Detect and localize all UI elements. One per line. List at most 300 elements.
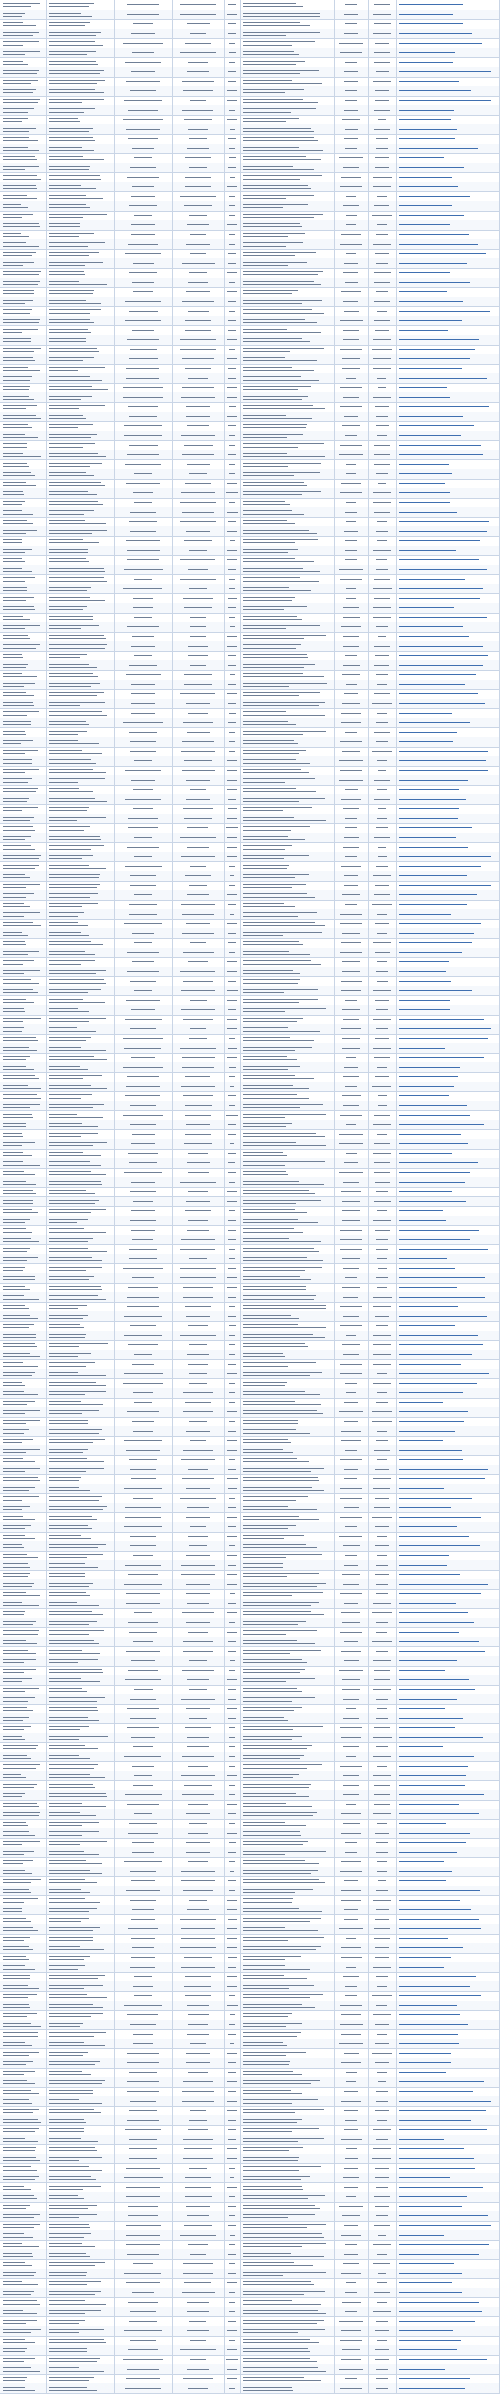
table-cell (334, 1637, 369, 1647)
table-cell (334, 1331, 369, 1341)
cell-text-line (376, 1028, 388, 1029)
table-cell (114, 1417, 173, 1427)
table-cell (0, 1991, 47, 2001)
table-cell (396, 2068, 500, 2078)
table-cell (224, 297, 241, 307)
cell-text-line (399, 665, 483, 666)
cell-text-line (243, 175, 322, 176)
cell-text-line (132, 282, 154, 283)
cell-text-line (346, 215, 357, 216)
cell-text-line (339, 2043, 363, 2044)
cell-text-line (3, 676, 37, 677)
cell-text-line (3, 309, 32, 310)
cell-text-line (3, 2013, 37, 2014)
table-cell (172, 1943, 225, 1953)
table-cell (114, 708, 173, 718)
table-cell (172, 268, 225, 278)
cell-text-line (3, 1228, 26, 1229)
table-cell (396, 708, 500, 718)
cell-text-line (181, 990, 215, 991)
cell-text-line (399, 607, 454, 608)
table-cell (0, 613, 47, 623)
table-cell (368, 584, 397, 594)
cell-text-line (376, 1852, 388, 1853)
cell-text-line (399, 961, 449, 962)
cell-text-line (346, 1804, 357, 1805)
table-cell (46, 134, 115, 144)
table-cell (368, 1752, 397, 1762)
cell-text-line (187, 847, 210, 848)
cell-text-line (376, 827, 388, 828)
table-cell (172, 1685, 225, 1695)
cell-text-line (243, 676, 324, 677)
table-cell (0, 766, 47, 776)
cell-text-line (340, 1364, 362, 1365)
cell-text-line (376, 263, 388, 264)
table-cell (240, 1369, 335, 1379)
table-cell (172, 172, 225, 182)
table-cell (240, 2029, 335, 2039)
table-cell (172, 105, 225, 115)
cell-text-line (399, 100, 491, 101)
table-cell (46, 1417, 115, 1427)
table-cell (240, 1579, 335, 1589)
cell-text-line (3, 1803, 37, 1804)
table-cell (46, 1120, 115, 1130)
table-cell (0, 890, 47, 900)
table-cell (224, 919, 241, 929)
cell-text-line (49, 769, 93, 770)
cell-text-line (399, 1067, 460, 1068)
cell-text-line (373, 1383, 392, 1384)
table-cell (396, 2135, 500, 2145)
table-cell (0, 517, 47, 527)
cell-text-line (377, 981, 388, 982)
cell-text-line (49, 695, 97, 696)
table-cell (172, 2010, 225, 2020)
table-cell (240, 1713, 335, 1723)
cell-text-line (49, 198, 103, 199)
table-cell (46, 680, 115, 690)
cell-text-line (124, 1440, 162, 1441)
cell-text-line (344, 2129, 359, 2130)
cell-text-line (3, 89, 36, 90)
cell-text-line (243, 1573, 319, 1574)
table-cell (396, 2029, 500, 2039)
cell-text-line (377, 961, 387, 962)
table-cell (46, 890, 115, 900)
cell-text-line (243, 2109, 324, 2110)
cell-text-line (399, 1392, 463, 1393)
table-cell (46, 1742, 115, 1752)
cell-text-line (187, 1603, 209, 1604)
cell-text-line (345, 1450, 357, 1451)
cell-text-line (49, 73, 100, 74)
cell-text-line (228, 808, 237, 809)
cell-text-line (377, 196, 387, 197)
cell-text-line (3, 1729, 24, 1730)
table-cell (224, 1216, 241, 1226)
table-cell (172, 1053, 225, 1063)
table-cell (368, 431, 397, 441)
cell-text-line (127, 2091, 160, 2092)
cell-text-line (49, 989, 101, 990)
cell-text-line (3, 1248, 30, 1249)
table-cell (334, 1771, 369, 1781)
table-cell (46, 1216, 115, 1226)
cell-text-line (243, 1248, 314, 1249)
cell-text-line (346, 253, 356, 254)
cell-text-line (49, 1337, 85, 1338)
cell-text-line (345, 732, 357, 733)
table-cell (396, 852, 500, 862)
cell-text-line (243, 2083, 311, 2084)
table-cell (0, 392, 47, 402)
cell-text-line (49, 262, 103, 263)
cell-text-line (243, 549, 298, 550)
cell-text-line (229, 1756, 234, 1757)
cell-text-line (3, 1630, 39, 1631)
table-cell (172, 1225, 225, 1235)
cell-text-line (3, 638, 30, 639)
cell-text-line (49, 711, 102, 712)
table-cell (396, 833, 500, 843)
cell-text-line (129, 272, 157, 273)
cell-text-line (49, 1965, 85, 1966)
cell-text-line (49, 657, 80, 658)
table-cell (0, 1340, 47, 1350)
cell-text-line (130, 1469, 155, 1470)
table-cell (114, 1838, 173, 1848)
table-cell (368, 182, 397, 192)
table-cell (240, 220, 335, 230)
table-cell (396, 287, 500, 297)
cell-text-line (3, 1544, 22, 1545)
cell-text-line (342, 1009, 360, 1010)
table-cell (334, 1723, 369, 1733)
table-cell (368, 1264, 397, 1274)
cell-text-line (131, 33, 156, 34)
cell-text-line (341, 1651, 361, 1652)
cell-text-line (125, 1679, 160, 1680)
cell-text-line (129, 2158, 157, 2159)
table-cell (172, 249, 225, 259)
cell-text-line (130, 751, 157, 752)
table-cell (334, 201, 369, 211)
cell-text-line (3, 1949, 33, 1950)
cell-text-line (243, 1487, 312, 1488)
cell-text-line (3, 1133, 22, 1134)
table-cell (396, 105, 500, 115)
cell-text-line (49, 25, 85, 26)
cell-text-line (373, 397, 391, 398)
cell-text-line (49, 1784, 93, 1785)
cell-text-line (375, 157, 388, 158)
table-cell (114, 10, 173, 20)
cell-text-line (243, 1889, 313, 1890)
table-cell (224, 2058, 241, 2068)
table-cell (240, 938, 335, 948)
table-cell (172, 1886, 225, 1896)
cell-text-line (243, 1662, 307, 1663)
cell-text-line (188, 1172, 209, 1173)
table-cell (334, 555, 369, 565)
cell-text-line (375, 1574, 389, 1575)
cell-text-line (229, 234, 235, 235)
table-cell (224, 775, 241, 785)
table-cell (0, 938, 47, 948)
table-cell (368, 603, 397, 613)
cell-text-line (374, 110, 390, 111)
cell-text-line (243, 1449, 283, 1450)
table-cell (46, 1771, 115, 1781)
table-cell (172, 1934, 225, 1944)
table-cell (224, 660, 241, 670)
cell-text-line (49, 1793, 106, 1794)
table-cell (0, 10, 47, 20)
table-cell (46, 316, 115, 326)
table-cell (46, 1733, 115, 1743)
cell-text-line (3, 1461, 35, 1462)
cell-text-line (344, 1421, 358, 1422)
table-cell (224, 526, 241, 536)
table-cell (0, 852, 47, 862)
table-cell (368, 1158, 397, 1168)
table-cell (224, 479, 241, 489)
table-cell (224, 1292, 241, 1302)
cell-text-line (124, 1048, 161, 1049)
table-cell (46, 766, 115, 776)
table-cell (396, 1713, 500, 1723)
table-cell (114, 1091, 173, 1101)
table-cell (46, 48, 115, 58)
cell-text-line (399, 110, 454, 111)
cell-text-line (186, 703, 210, 704)
cell-text-line (243, 1075, 295, 1076)
cell-text-line (243, 1630, 317, 1631)
cell-text-line (227, 416, 237, 417)
cell-text-line (243, 121, 286, 122)
table-cell (114, 536, 173, 546)
cell-text-line (3, 70, 39, 71)
cell-text-line (183, 90, 213, 91)
table-cell (334, 345, 369, 355)
cell-text-line (377, 1871, 386, 1872)
cell-text-line (182, 1057, 215, 1058)
cell-text-line (3, 558, 22, 559)
table-cell (396, 804, 500, 814)
cell-text-line (229, 1105, 234, 1106)
table-cell (224, 364, 241, 374)
table-cell (224, 574, 241, 584)
table-cell (114, 1043, 173, 1053)
cell-text-line (3, 1710, 33, 1711)
table-cell (0, 1350, 47, 1360)
table-cell (224, 1493, 241, 1503)
cell-text-line (345, 550, 358, 551)
table-cell (172, 584, 225, 594)
cell-text-line (343, 1794, 359, 1795)
cell-text-line (134, 1402, 152, 1403)
cell-text-line (243, 992, 284, 993)
cell-text-line (399, 1201, 466, 1202)
cell-text-line (374, 272, 391, 273)
cell-text-line (228, 2120, 236, 2121)
cell-text-line (399, 1775, 466, 1776)
table-cell (240, 1235, 335, 1245)
cell-text-line (131, 646, 155, 647)
table-cell (114, 823, 173, 833)
cell-text-line (399, 693, 478, 694)
table-cell (224, 1503, 241, 1513)
cell-text-line (49, 1193, 95, 1194)
cell-text-line (243, 99, 303, 100)
cell-text-line (183, 2081, 213, 2082)
table-cell (0, 1867, 47, 1877)
table-cell (46, 230, 115, 240)
cell-text-line (49, 763, 96, 764)
table-cell (224, 2020, 241, 2030)
cell-text-line (49, 1796, 107, 1797)
cell-text-line (49, 1946, 80, 1947)
table-cell (334, 172, 369, 182)
cell-text-line (227, 636, 238, 637)
table-cell (46, 383, 115, 393)
table-cell (0, 1857, 47, 1867)
cell-text-line (134, 1612, 153, 1613)
table-cell (114, 1340, 173, 1350)
table-cell (334, 211, 369, 221)
cell-text-line (374, 1785, 390, 1786)
table-cell (0, 1771, 47, 1781)
table-cell (46, 1062, 115, 1072)
cell-text-line (243, 2052, 306, 2053)
table-cell (368, 1225, 397, 1235)
cell-text-line (190, 636, 206, 637)
cell-text-line (228, 1880, 235, 1881)
table-cell (0, 1369, 47, 1379)
cell-text-line (125, 253, 161, 254)
table-cell (224, 2096, 241, 2106)
table-cell (114, 756, 173, 766)
table-cell (0, 144, 47, 154)
cell-text-line (49, 2150, 97, 2151)
table-cell (396, 1130, 500, 1140)
table-cell (114, 1053, 173, 1063)
cell-text-line (49, 360, 83, 361)
cell-text-line (3, 1516, 23, 1517)
cell-text-line (399, 990, 472, 991)
cell-text-line (49, 1930, 93, 1931)
table-cell (46, 593, 115, 603)
cell-text-line (49, 1691, 87, 1692)
table-cell (368, 392, 397, 402)
table-cell (334, 1168, 369, 1178)
table-cell (368, 1972, 397, 1982)
table-cell (224, 756, 241, 766)
table-cell (368, 421, 397, 431)
cell-text-line (399, 847, 468, 848)
table-cell (368, 852, 397, 862)
cell-text-line (49, 830, 84, 831)
table-cell (114, 2135, 173, 2145)
cell-text-line (190, 253, 206, 254)
cell-text-line (3, 683, 35, 684)
cell-text-line (49, 121, 80, 122)
cell-text-line (3, 1490, 29, 1491)
table-cell (334, 1493, 369, 1503)
table-cell (240, 651, 335, 661)
cell-text-line (49, 1123, 82, 1124)
cell-text-line (377, 789, 387, 790)
cell-text-line (243, 408, 325, 409)
cell-text-line (378, 636, 386, 637)
table-cell (114, 57, 173, 67)
table-cell (114, 1024, 173, 1034)
cell-text-line (3, 1854, 24, 1855)
cell-text-line (228, 598, 237, 599)
table-cell (396, 2020, 500, 2030)
cell-text-line (3, 1155, 32, 1156)
table-cell (172, 1723, 225, 1733)
cell-text-line (3, 1439, 33, 1440)
table-cell (240, 2048, 335, 2058)
cell-text-line (127, 626, 159, 627)
cell-text-line (49, 810, 87, 811)
table-cell (224, 1579, 241, 1589)
cell-text-line (399, 2120, 471, 2121)
cell-text-line (375, 1919, 390, 1920)
table-cell (172, 1742, 225, 1752)
cell-text-line (189, 2120, 207, 2121)
table-cell (240, 86, 335, 96)
cell-text-line (49, 169, 89, 170)
cell-text-line (49, 195, 86, 196)
cell-text-line (229, 588, 236, 589)
cell-text-line (243, 501, 285, 502)
table-cell (334, 804, 369, 814)
cell-text-line (243, 798, 325, 799)
table-cell (334, 488, 369, 498)
cell-text-line (243, 683, 327, 684)
cell-text-line (243, 367, 292, 368)
cell-text-line (3, 1496, 39, 1497)
cell-text-line (49, 61, 96, 62)
cell-text-line (243, 702, 325, 703)
table-cell (0, 900, 47, 910)
cell-text-line (378, 387, 387, 388)
table-cell (46, 842, 115, 852)
table-cell (334, 1302, 369, 1312)
cell-text-line (134, 157, 152, 158)
cell-text-line (243, 255, 295, 256)
cell-text-line (49, 1739, 79, 1740)
cell-text-line (377, 1823, 388, 1824)
table-cell (368, 1742, 397, 1752)
table-cell (172, 1819, 225, 1829)
cell-text-line (227, 1555, 236, 1556)
table-cell (0, 306, 47, 316)
table-cell (0, 1005, 47, 1015)
table-cell (0, 1484, 47, 1494)
cell-text-line (3, 951, 39, 952)
cell-text-line (49, 1662, 78, 1663)
cell-text-line (344, 311, 359, 312)
table-cell (114, 86, 173, 96)
cell-text-line (399, 2168, 475, 2169)
cell-text-line (125, 1517, 161, 1518)
table-cell (334, 1962, 369, 1972)
